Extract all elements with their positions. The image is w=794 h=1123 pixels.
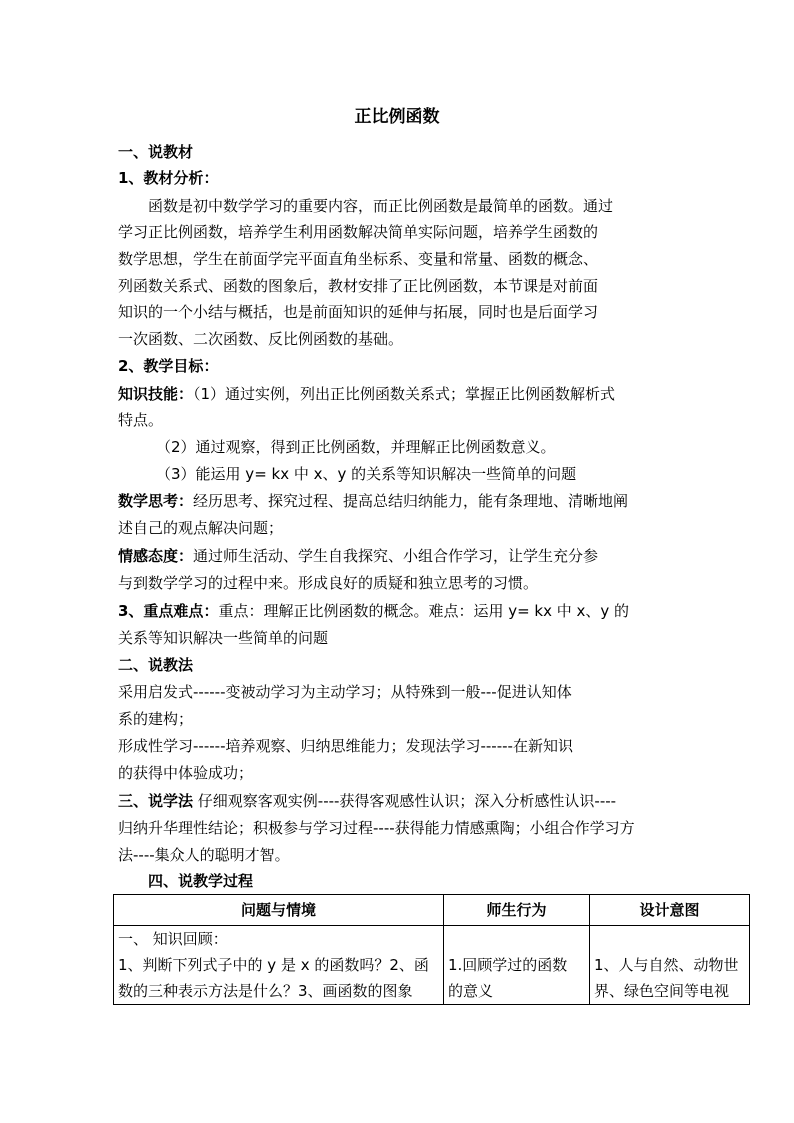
section-heading-2: 二、说教法 — [118, 656, 194, 674]
cell-line: 的意义 — [448, 982, 494, 1000]
paragraph-line: 知识的一个小结与概括，也是前面知识的延伸与拓展，同时也是后面学习 — [118, 303, 599, 321]
key-points-line — [118, 598, 683, 624]
paragraph-line: 形成性学习------培养观察、归纳思维能力；发现法学习------在新知识 — [118, 737, 573, 755]
paragraph-line: 系的建构； — [118, 710, 194, 728]
goal-emotion-line — [118, 543, 683, 569]
cell-line: 界、绿色空间等电视 — [594, 982, 730, 1000]
goal-math-text: 经历思考、探究过程、提高总结归纳能力，能有条理地、清晰地阐 — [193, 492, 629, 510]
section-heading-3: 三、说学法 — [118, 792, 194, 810]
paragraph-line: 数学思想，学生在前面学完平面直角坐标系、变量和常量、函数的概念、 — [118, 250, 599, 268]
label-knowledge: 知识技能： — [118, 385, 194, 403]
document-title: 正比例函数 — [354, 107, 440, 127]
section-heading-1: 一、说教材 — [118, 143, 194, 161]
cell-line: 1.回顾学过的函数 — [448, 956, 568, 974]
header-design-intent: 设计意图 — [590, 895, 750, 926]
paragraph-line: 函数是初中数学学习的重要内容，而正比例函数是最简单的函数。通过 — [148, 197, 614, 215]
label-math-thinking: 数学思考： — [118, 492, 194, 510]
table-row — [114, 926, 750, 1005]
cell-line: 1、人与自然、动物世 — [594, 956, 739, 974]
goal-knowledge-text: （1）通过实例，列出正比例函数关系式；掌握正比例函数解析式 — [193, 385, 616, 403]
label-emotion: 情感态度： — [118, 547, 194, 565]
paragraph-line: 与到数学学习的过程中来。形成良好的质疑和独立思考的习惯。 — [118, 574, 539, 592]
goal-knowledge-line — [118, 381, 683, 407]
header-teacher-student: 师生行为 — [444, 895, 590, 926]
table-header-row — [114, 895, 750, 926]
cell-line: 1、判断下列式子中的 y 是 x 的函数吗？2、函 — [118, 956, 429, 974]
key-points-text: 重点：理解正比例函数的概念。难点：运用 y= kx 中 x、y 的 — [218, 602, 630, 620]
paragraph-line: 述自己的观点解决问题； — [118, 519, 284, 537]
cell-question-situation — [114, 926, 444, 1005]
goal-item-2: （2）通过观察，得到正比例函数，并理解正比例函数意义。 — [156, 438, 556, 456]
study-method-text: 仔细观察客观实例----获得客观感性认识；深入分析感性认识---- — [193, 792, 617, 810]
cell-design-intent — [590, 926, 750, 1005]
paragraph-line: 归纳升华理性结论；积极参与学习过程----获得能力情感熏陶；小组合作学习方 — [118, 819, 635, 837]
goal-emotion-text: 通过师生活动、学生自我探究、小组合作学习，让学生充分参 — [193, 547, 599, 565]
paragraph-line: 学习正比例函数，培养学生利用函数解决简单实际问题，培养学生函数的 — [118, 223, 599, 241]
goal-math-line — [118, 488, 683, 514]
paragraph-line: 列函数关系式、函数的图象后，教材安排了正比例函数，本节课是对前面 — [118, 277, 599, 295]
subheading-textbook-analysis: 1、教材分析： — [118, 169, 219, 187]
section-heading-4: 四、说教学过程 — [148, 872, 254, 890]
paragraph-line: 一次函数、二次函数、反比例函数的基础。 — [118, 330, 404, 348]
subheading-key-points: 3、重点难点： — [118, 602, 219, 620]
goal-item-3: （3）能运用 y= kx 中 x、y 的关系等知识解决一些简单的问题 — [156, 465, 577, 483]
paragraph-line: 的获得中体验成功； — [118, 764, 254, 782]
subheading-teaching-goals: 2、教学目标： — [118, 357, 219, 375]
header-question-situation: 问题与情境 — [114, 895, 444, 926]
paragraph-line: 特点。 — [118, 411, 164, 429]
study-method-line — [118, 788, 683, 814]
paragraph-line: 法----集众人的聪明才智。 — [118, 846, 290, 864]
paragraph-line: 关系等知识解决一些简单的问题 — [118, 629, 329, 647]
cell-line: 数的三种表示方法是什么？3、画函数的图象 — [118, 982, 413, 1000]
teaching-process-table — [113, 894, 750, 1005]
cell-teacher-student — [444, 926, 590, 1005]
paragraph-line: 采用启发式------变被动学习为主动学习；从特殊到一般---促进认知体 — [118, 683, 572, 701]
cell-line: 一、 知识回顾： — [118, 930, 228, 948]
